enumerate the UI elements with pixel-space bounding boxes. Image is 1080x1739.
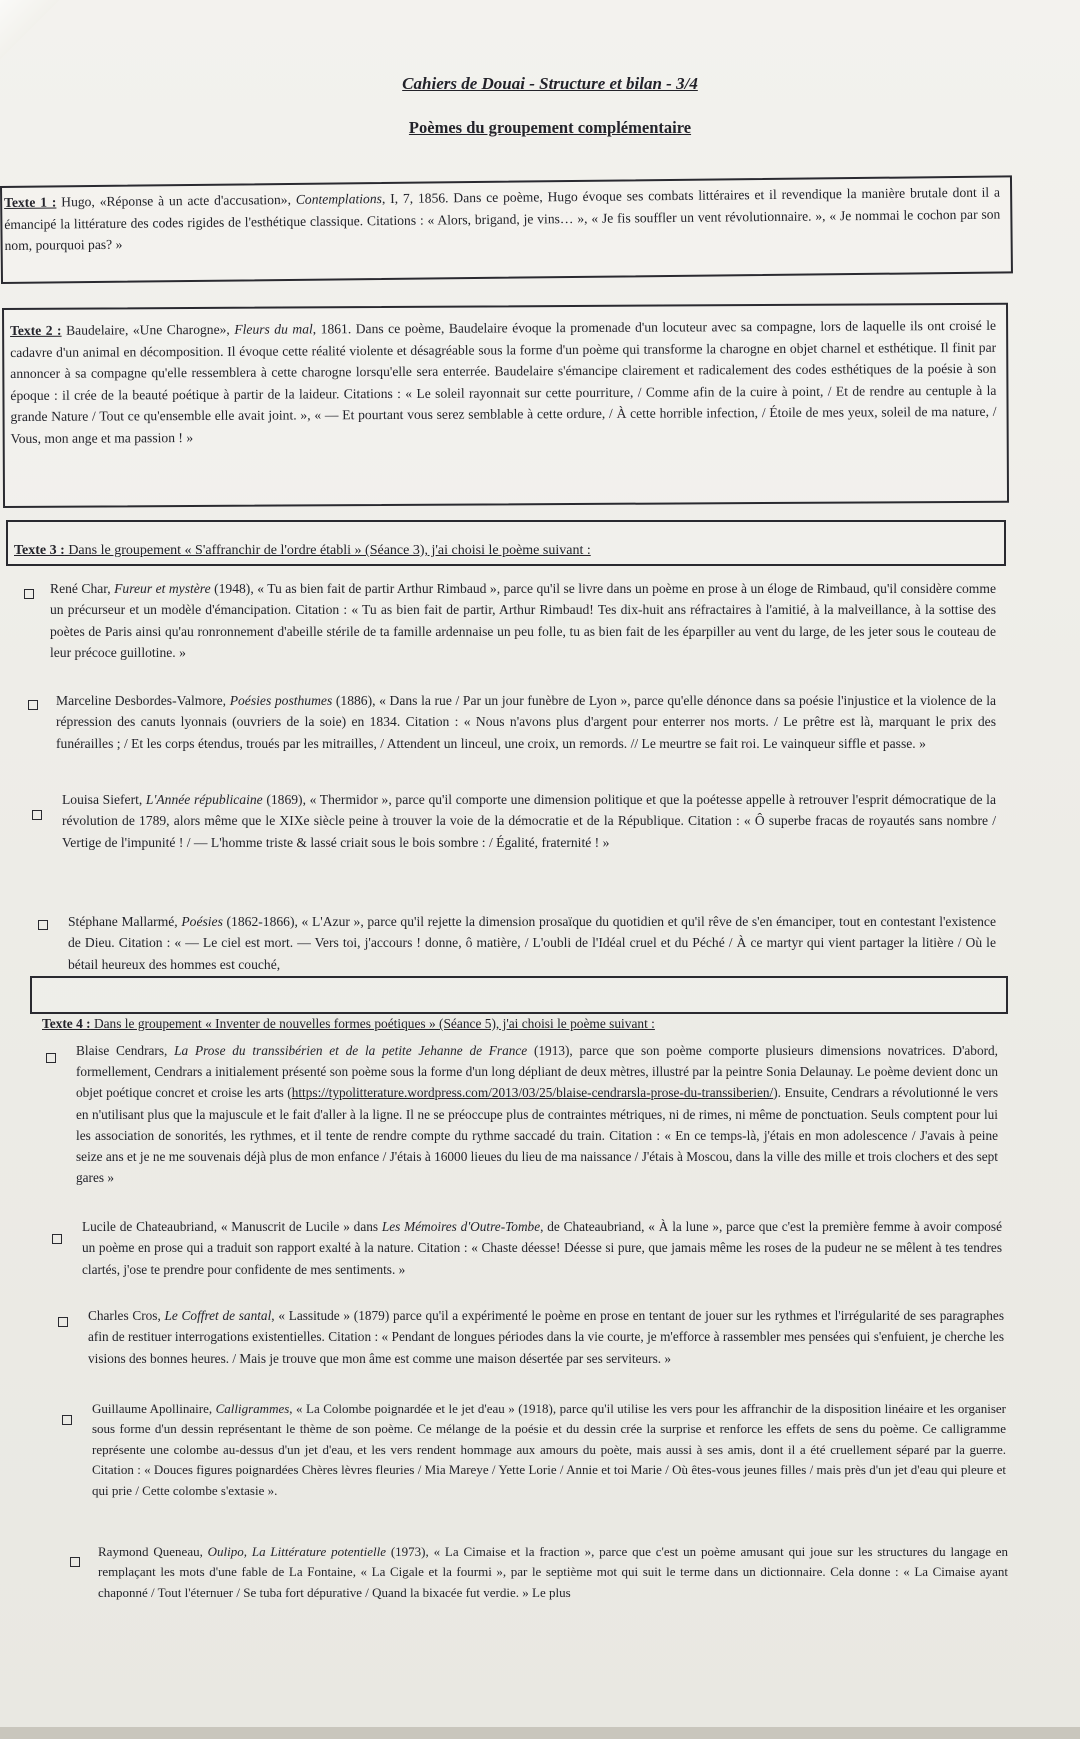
page-bottom-edge bbox=[0, 1727, 1080, 1739]
texte-3-heading bbox=[14, 540, 994, 562]
texte-2-paragraph bbox=[10, 315, 997, 449]
texte-4-item-cendrars bbox=[76, 1040, 998, 1188]
item-text: , « La Colombe poignardée et le jet d'eau » (1918), parce qu'il utilise les vers pour les affranchir de la disposition linéaire et les organiser sous forme d'un dessin représentant le thème de son poème. Ce mélange de la poésie et du dessin crée la surprise et renforce les effets de sens du poème. Ce calligramme représente une colombe au-dessus d'un jet d'eau, et les vers rendent hommage aux amours du poète, mais aussi à ses amis, dont il a été cruellement séparé par la guerre. Citation : « Douces figures poignardées Chères lèvres fleuries / Mia Mareye / Yette Lorie / Annie et toi Marie / Où êtes-vous jeunes filles / mais près d'un jet d'eau qui pleure et qui prie / Cette colombe s'extasie ». bbox=[92, 1401, 1006, 1498]
item-text: (1869), « Thermidor », parce qu'il comporte une dimension politique et que la poétesse appelle à retrouver l'esprit démocratique de la révolution de 1789, alors même que le XIXe siècle peine à trouver la voie de la démocratie et de la République. Citation : « Ô superbe fracas de royautés sans nombre / Vertige de l'impunité ! / — L'homme triste & lassé criait sous le bois sombre : / Égalité, fraternité ! » bbox=[62, 792, 996, 850]
texte-3-item-char bbox=[50, 578, 996, 663]
item-text-continued: ). Ensuite, Cendrars a révolutionné le vers en n'utilisant plus que la majuscule et le fait d'aller à la ligne. Il ne se préoccupe plus de contraintes métriques, ni de rimes, ni même de ponctuation. Seuls comptent pour lui les association de sonorités, les rythmes, et il tente de rendre compte du rythme saccadé du train. Citation : « En ce temps-là, j'étais en mon adolescence / J'avais à peine seize ans et je ne me souvenais déjà plus de mon enfance / J'étais à 16000 lieues du lieu de ma naissance / J'étais à Moscou, dans la ville des mille et trois clochers et des sept gares » bbox=[76, 1085, 998, 1186]
item-author: Marceline Desbordes-Valmore, bbox=[56, 693, 230, 708]
item-work: Le Coffret de santal bbox=[164, 1308, 272, 1323]
item-text: , « Lassitude » (1879) parce qu'il a expérimenté le poème en prose en tentant de jouer sur les rythmes et l'irrégularité de ses paragraphes afin de restituer interrogations existentielles. Citation : « Pendant de longues périodes dans la vie courte, je m'efforce à rassembler mes pensées qui s'enfuient, je cherche les visions des bonnes heures. / Mais je trouve que mon âme est comme une maison désertée par ses serviteurs. » bbox=[88, 1308, 1004, 1366]
checkbox-queneau[interactable] bbox=[70, 1557, 80, 1567]
texte-4-box bbox=[30, 976, 1008, 1014]
item-author: Lucile de Chateaubriand, « Manuscrit de Lucile » dans bbox=[82, 1219, 382, 1234]
item-work: Calligrammes bbox=[215, 1401, 290, 1416]
item-text: (1948), « Tu as bien fait de partir Arthur Rimbaud », parce qu'il se livre dans un poème en prose à un éloge de Rimbaud, qu'il considère comme un précurseur et un modèle d'émancipation. Citation : « Tu as bien fait de partir, Arthur Rimbaud! Tes dix-huit ans réfractaires à l'amitié, à la malveillance, à la sottise des poètes de Paris ainsi qu'au ronronnement d'abeille stérile de ta famille ardennaise un peu folle, tu as bien fait de les éparpiller au vent du large, de les jeter sous le couteau de leur précoce guillotine. » bbox=[50, 581, 996, 660]
checkbox-mallarme[interactable] bbox=[38, 920, 48, 930]
item-work: La Prose du transsibérien et de la petite Jehanne de France bbox=[174, 1043, 528, 1058]
item-author: Raymond Queneau, bbox=[98, 1544, 208, 1559]
texte-3-item-siefert bbox=[62, 789, 996, 853]
item-text: (1886), « Dans la rue / Par un jour funèbre de Lyon », parce qu'elle dénonce dans sa poésie l'injustice et la violence de la répression des canuts lyonnais (ouvriers de la soie) en 1834. Citation : « Nous n'avons plus d'argent pour enterrer nos morts. / Le prêtre est là, marquant le prix des funérailles ; / Et les corps étendus, troués par les mitrailles, / Attendent un linceul, une croix, un remords. // Le meurtre se fait roi. Le vainqueur siffle et passe. » bbox=[56, 693, 996, 751]
checkbox-cendrars[interactable] bbox=[46, 1053, 56, 1063]
texte-1-mid: », bbox=[280, 191, 296, 208]
texte-1-poem: Réponse à un acte d'accusation bbox=[106, 192, 281, 209]
texte-4-item-queneau bbox=[98, 1542, 1008, 1603]
page-subtitle: Poèmes du groupement complémentaire bbox=[408, 118, 692, 137]
item-author: Guillaume Apollinaire, bbox=[92, 1401, 216, 1416]
texte-2-text: , 1861. Dans ce poème, Baudelaire évoque la promenade d'un locuteur avec sa compagne, lors de laquelle ils ont croisé le cadavre d'un animal en décomposition. Il évoque cette réalité violente et désagréable sous la forme d'un poème qui transforme la charogne en objet charnel et esthétique. Il finit par annoncer à sa compagne qu'elle ressemblera à cette charogne lorsqu'elle sera enterrée. Baudelaire s'émancipe clairement et radicalement des codes esthétiques de la poésie à son époque : il crée de la beauté poétique à partir de la laideur. Citations : « Le soleil rayonnait sur cette pourriture, / Comme afin de la cuire à point, / Et de rendre au centuple à la grande Nature / Tout ce qu'ensemble elle avait joint. », « — Et pourtant vous serez semblable à cette ordure, / À cette horrible infection, / Étoile de mes yeux, soleil de ma nature, / Vous, mon ange et ma passion ! » bbox=[10, 317, 997, 446]
texte-2-label: Texte 2 : bbox=[10, 322, 62, 338]
item-author: René Char, bbox=[50, 581, 115, 596]
item-text: (1973), « La Cimaise et la fraction », parce que c'est un poème amusant qui joue sur les structures du langage en remplaçant les mots d'une fable de La Fontaine, « La Cigale et la fourmi », par le septième mot qui suit le terme dans un dictionnaire. Cela donne : « La Cimaise ayant chaponné / Tout l'éternuer / Se tuba fort dépurative / Quand la bixacée fut verdie. » Le plus bbox=[98, 1544, 1008, 1600]
texte-2-mid: », bbox=[219, 321, 235, 337]
item-author: Stéphane Mallarmé, bbox=[68, 914, 182, 929]
texte-3-intro: Dans le groupement « S'affranchir de l'ordre établi » (Séance 3), j'ai choisi le poème suivant : bbox=[64, 543, 591, 558]
checkbox-desbordes-valmore[interactable] bbox=[28, 700, 38, 710]
item-author: Blaise Cendrars, bbox=[76, 1043, 175, 1058]
source-link[interactable]: https://typolitterature.wordpress.com/2013/03/25/blaise-cendrarsla-prose-du-transsiberien/ bbox=[291, 1085, 774, 1101]
texte-4-heading bbox=[42, 1013, 982, 1035]
texte-3-label: Texte 3 : bbox=[14, 543, 65, 558]
texte-4-item-apollinaire bbox=[92, 1399, 1006, 1501]
texte-4-item-cros bbox=[88, 1305, 1004, 1369]
item-text: (1862-1866), « L'Azur », parce qu'il rejette la dimension prosaïque du quotidien et qu'il rêve de s'en émanciper, tout en contestant l'existence de Dieu. Citation : « — Le ciel est mort. — Vers toi, j'accours ! donne, ô matière, / L'oubli de l'Idéal cruel et du Péché / À ce martyr qui vient partager la litière / Où le bétail heureux des hommes est couché, bbox=[68, 914, 996, 972]
item-work: Fureur et mystère bbox=[114, 581, 211, 596]
texte-3-item-desbordes-valmore bbox=[56, 690, 996, 754]
item-work: Les Mémoires d'Outre-Tombe bbox=[381, 1219, 541, 1234]
item-text: , de Chateaubriand, « À la lune », parce que c'est la première femme à avoir composé un poème en prose qui a traduit son rapport exalté à la nature. Citation : « Chaste déesse! Déesse si pure, que jamais même les roses de la pudeur ne se mêlent à tes tendres clartés, j'ose te prendre pour confidente de mes sentiments. » bbox=[82, 1219, 1003, 1277]
item-work: L'Année républicaine bbox=[145, 792, 263, 807]
item-text: (1913), parce que son poème comporte plusieurs dimensions novatrices. D'abord, formellement, Cendrars a initialement présenté son poème sous la forme d'un long dépliant de deux mètres, illustré par la peintre Sonia Delaunay. Le poème devient donc un objet poétique concret et croise les arts ( bbox=[76, 1043, 998, 1101]
texte-1-paragraph bbox=[4, 182, 1001, 257]
checkbox-siefert[interactable] bbox=[32, 810, 42, 820]
texte-3-item-mallarme bbox=[68, 911, 996, 975]
texte-1-collection: Contemplations bbox=[295, 191, 382, 207]
texte-1-label: Texte 1 : bbox=[4, 194, 57, 210]
item-author: Charles Cros, bbox=[88, 1308, 165, 1323]
texte-4-intro: Dans le groupement « Inventer de nouvelles formes poétiques » (Séance 5), j'ai choisi le poème suivant : bbox=[90, 1016, 655, 1031]
checkbox-cros[interactable] bbox=[58, 1317, 68, 1327]
item-author: Louisa Siefert, bbox=[62, 792, 146, 807]
texte-2-collection: Fleurs du mal bbox=[234, 321, 313, 337]
checkbox-apollinaire[interactable] bbox=[62, 1415, 72, 1425]
texte-4-label: Texte 4 : bbox=[42, 1016, 91, 1031]
texte-2-poem: Une Charogne bbox=[139, 321, 220, 338]
item-work: Poésies bbox=[181, 914, 223, 929]
checkbox-char[interactable] bbox=[24, 589, 34, 599]
page-header bbox=[0, 74, 1080, 138]
texte-1-text: , I, 7, 1856. Dans ce poème, Hugo évoque ses combats littéraires et il revendique la manière brutale dont il a émancipé la littérature des codes rigides de l'esthétique classique. Citations : « Alors, brigand, je vins… », « Je fis souffler un vent révolutionnaire. », « Je nommai le cochon par son nom, pourquoi pas? » bbox=[4, 184, 1001, 253]
texte-2-author: Baudelaire, « bbox=[66, 322, 140, 338]
item-work: Poésies posthumes bbox=[229, 693, 333, 708]
checkbox-chateaubriand[interactable] bbox=[52, 1234, 62, 1244]
texte-4-item-chateaubriand bbox=[82, 1216, 1002, 1280]
page-title: Cahiers de Douai - Structure et bilan - 3/4 bbox=[402, 74, 698, 93]
texte-1-author: Hugo, « bbox=[61, 193, 107, 210]
item-work: Oulipo, La Littérature potentielle bbox=[207, 1544, 386, 1559]
